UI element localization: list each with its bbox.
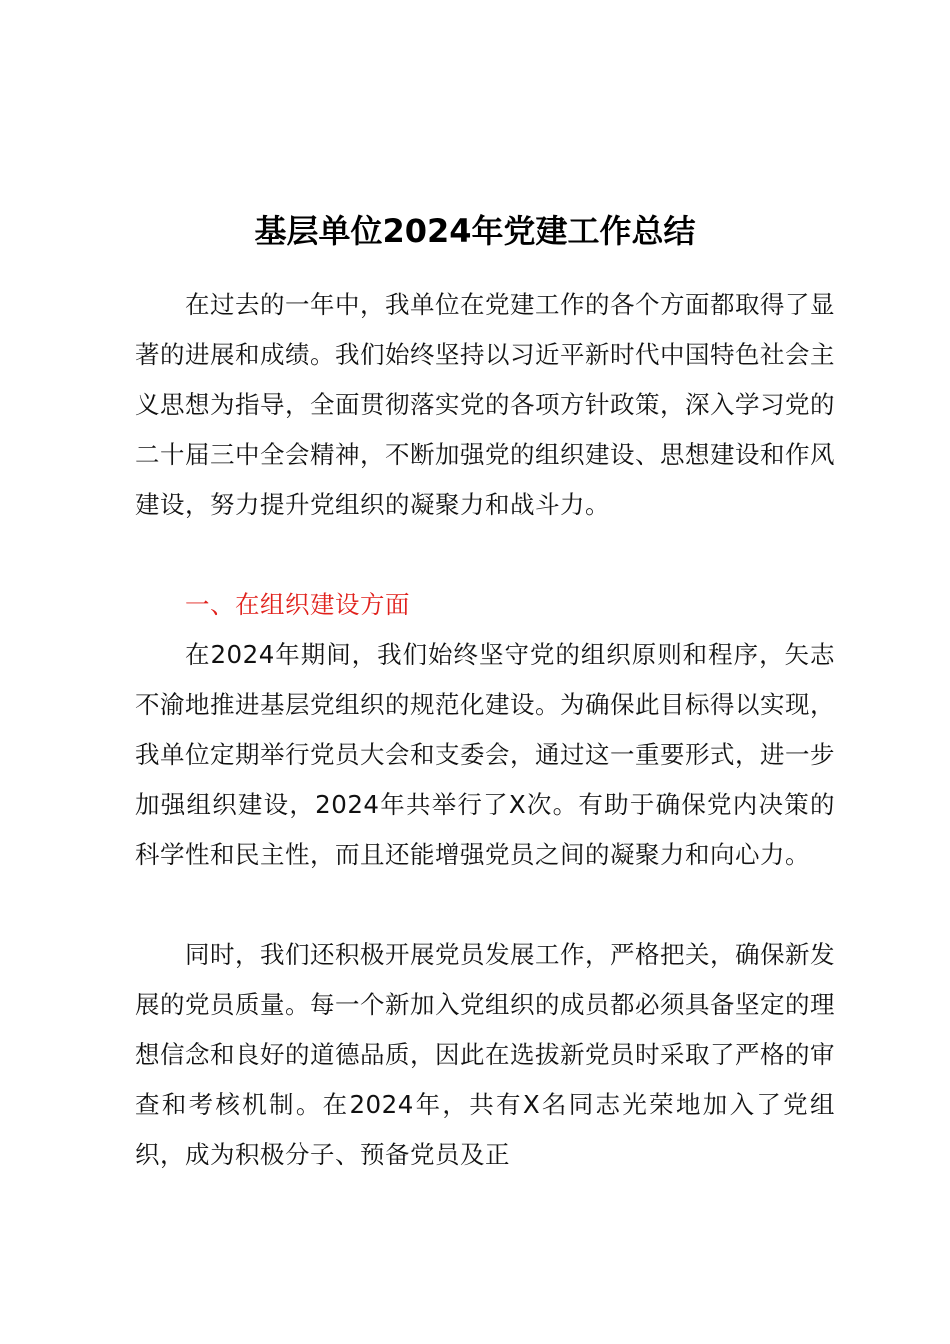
section-heading-organization: 一、在组织建设方面 [185, 590, 410, 619]
organization-paragraph-2: 同时，我们还积极开展党员发展工作，严格把关，确保新发展的党员质量。每一个新加入党组织的成员都必须具备坚定的理想信念和良好的道德品质，因此在选拔新党员时采取了严格的审查和考核机制。在2024年，共有X名同志光荣地加入了党组织，成为积极分子、预备党员及正 [135, 940, 835, 1169]
organization-paragraph-1: 在2024年期间，我们始终坚守党的组织原则和程序，矢志不渝地推进基层党组织的规范化建设。为确保此目标得以实现，我单位定期举行党员大会和支委会，通过这一重要形式，进一步加强组织建设，2024年共举行了X次。有助于确保党内决策的科学性和民主性，而且还能增强党员之间的凝聚力和向心力。 [135, 640, 835, 869]
document-title: 基层单位2024年党建工作总结 [254, 212, 696, 250]
intro-paragraph: 在过去的一年中，我单位在党建工作的各个方面都取得了显著的进展和成绩。我们始终坚持以习近平新时代中国特色社会主义思想为指导，全面贯彻落实党的各项方针政策，深入学习党的二十届三中全会精神，不断加强党的组织建设、思想建设和作风建设，努力提升党组织的凝聚力和战斗力。 [135, 290, 835, 519]
